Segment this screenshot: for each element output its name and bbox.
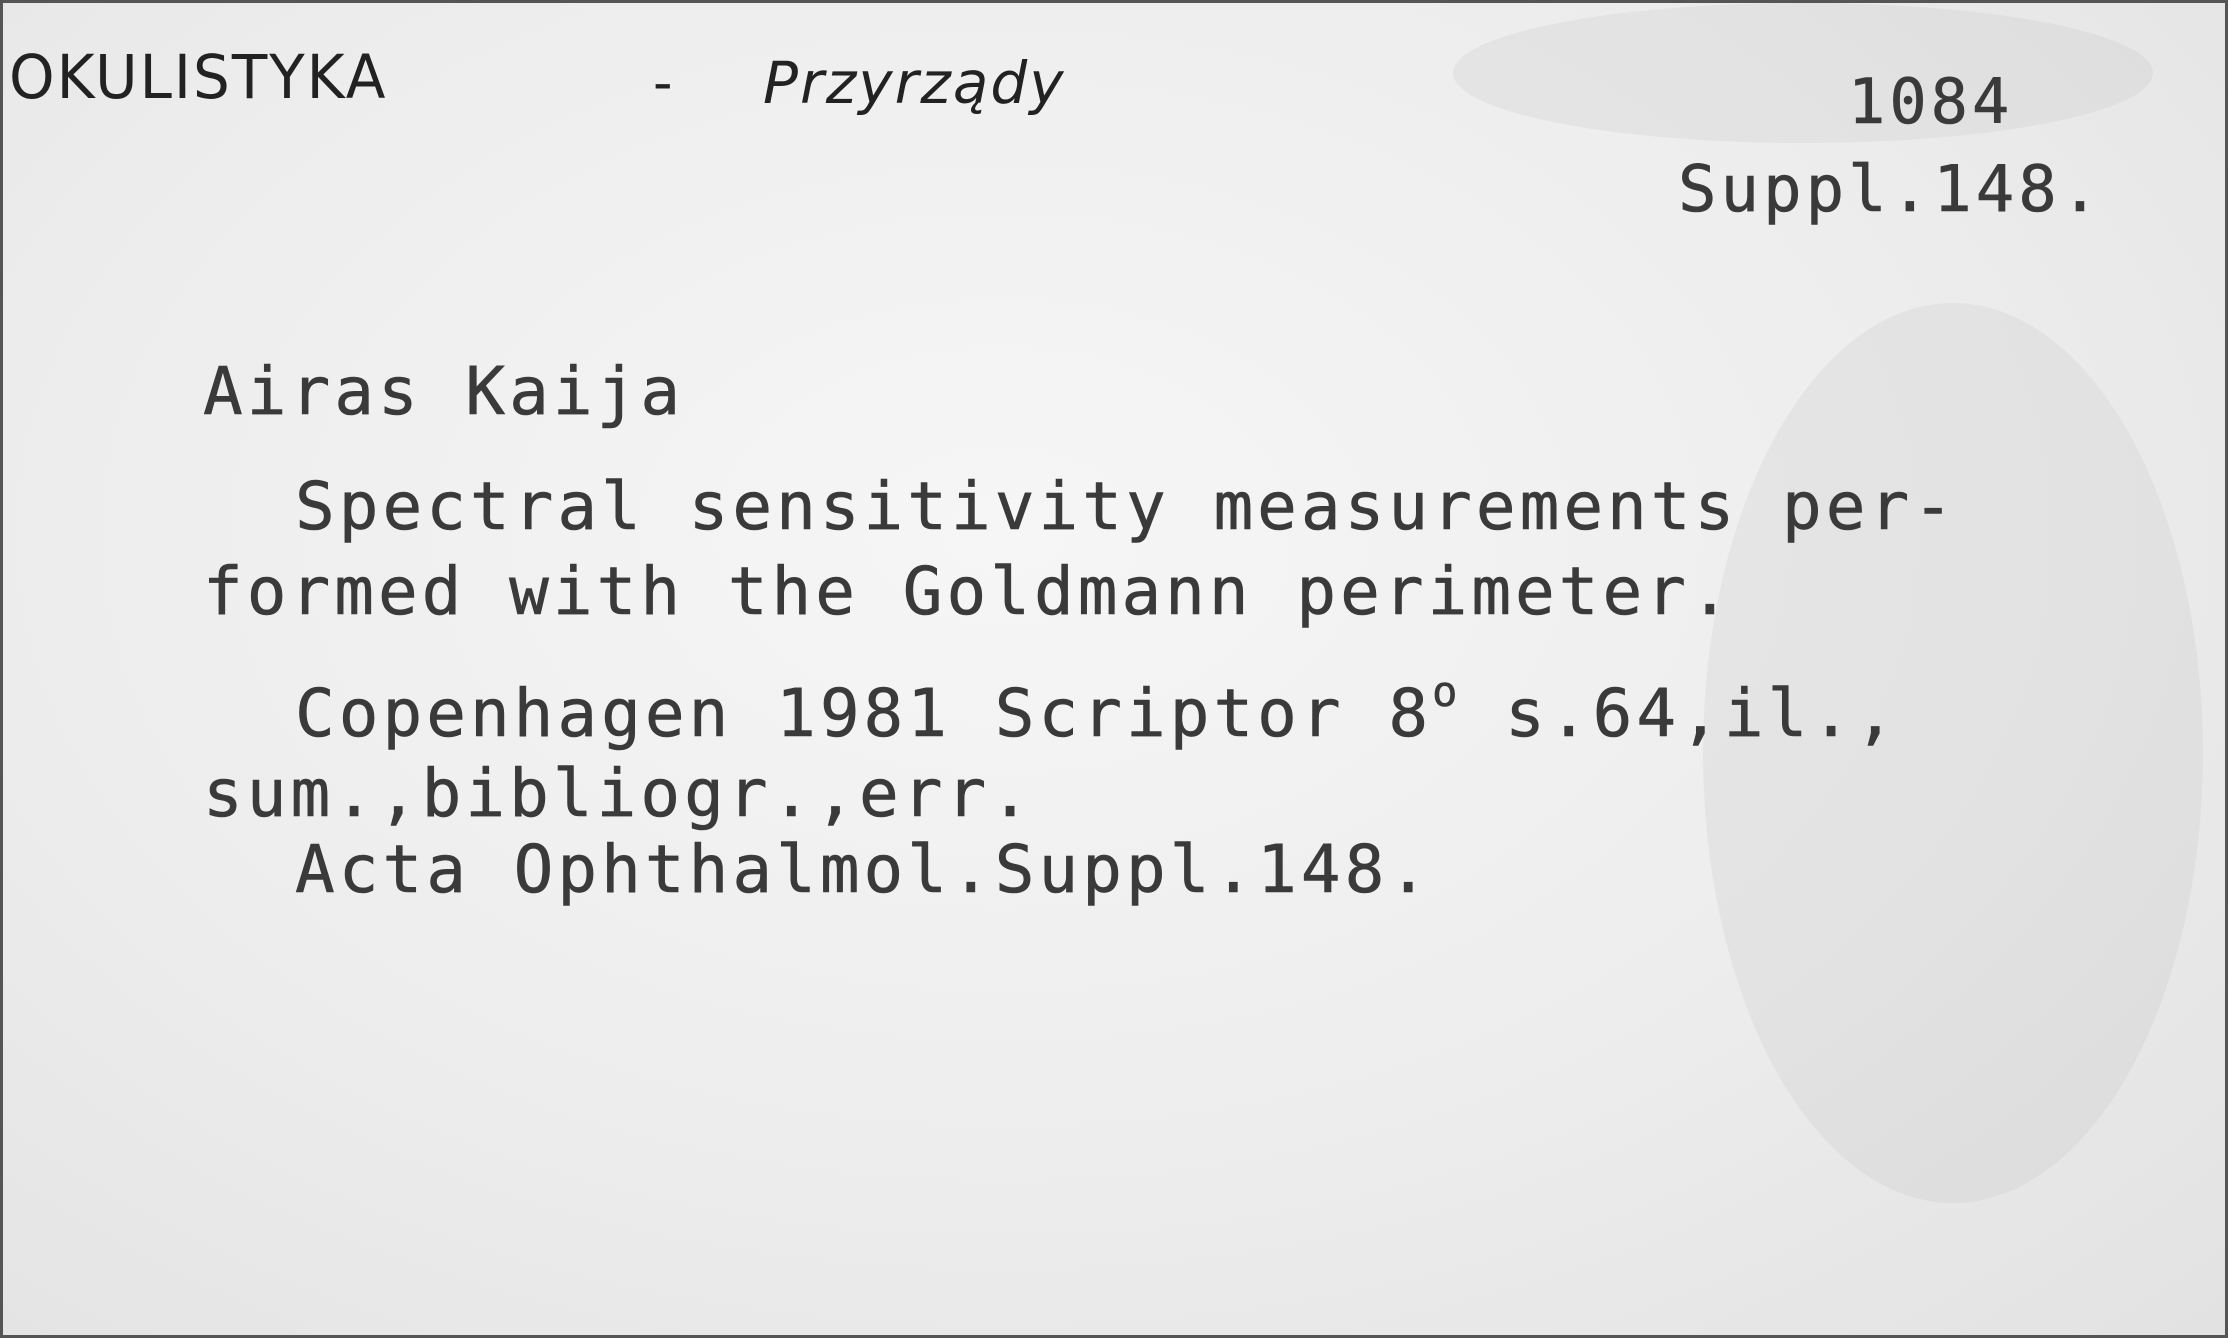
imprint-text: Copenhagen 1981 Scriptor 8 bbox=[295, 675, 1433, 752]
call-number-suppl: Suppl.148. bbox=[1678, 153, 2104, 227]
imprint-pages: s.64,il., bbox=[1461, 675, 1899, 752]
imprint-line-1 bbox=[295, 667, 1899, 752]
heading-subheading: Przyrządy bbox=[763, 49, 1066, 117]
call-number: 1084 bbox=[1848, 65, 2014, 138]
paper-stain bbox=[1703, 303, 2203, 1203]
title-line-2: formed with the Goldmann perimeter. bbox=[203, 553, 1734, 630]
paper-stain bbox=[1453, 3, 2153, 143]
title-line-1: Spectral sensitivity measurements per- bbox=[295, 468, 1957, 545]
author-name: Airas Kaija bbox=[203, 353, 685, 430]
heading-separator: - bbox=[653, 51, 675, 114]
series-note: Acta Ophthalmol.Suppl.148. bbox=[295, 831, 1433, 908]
heading-subject: OKULISTYKA bbox=[9, 41, 388, 113]
format-superscript: o bbox=[1432, 667, 1462, 716]
imprint-line-2: sum.,bibliogr.,err. bbox=[203, 755, 1034, 832]
